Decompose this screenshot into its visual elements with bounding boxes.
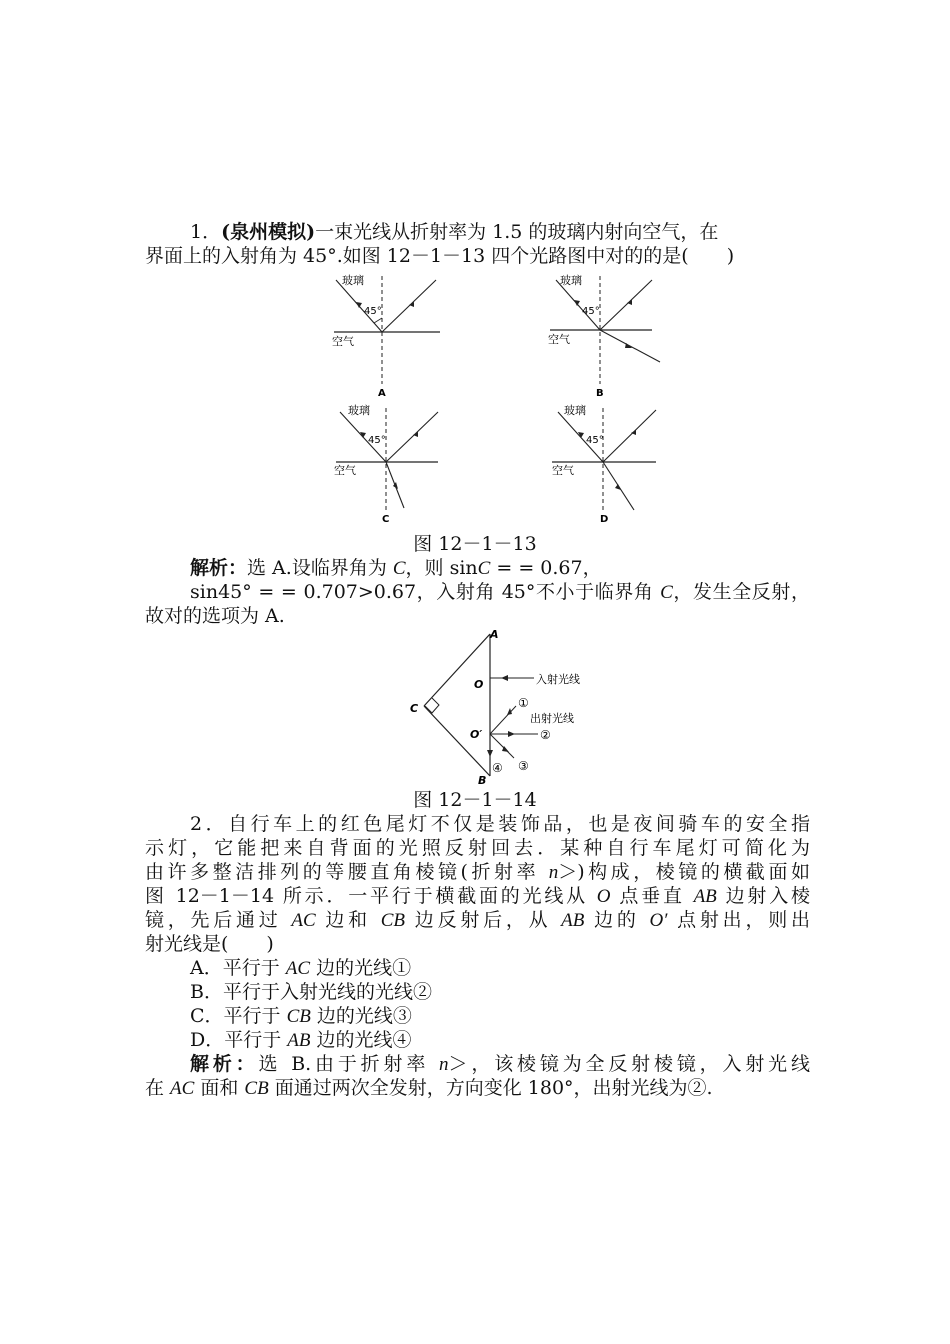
panel-b-glass: 玻璃 xyxy=(560,274,582,287)
fig14-ray-2: ② xyxy=(540,728,551,742)
fig14-emergent-label: 出射光线 xyxy=(530,712,574,725)
figure-12-1-13-caption: 图 12－1－13 xyxy=(413,533,537,555)
panel-b-label: B xyxy=(596,388,604,399)
q2-option-b: B．平行于入射光线的光线② xyxy=(190,981,432,1003)
q2-option-d: D．平行于 AB 边的光线④ xyxy=(190,1029,412,1051)
a1-line-1: 解析：选 A.设临界角为 C，则 sinC = = 0.67， xyxy=(190,557,602,579)
q2-line-5: 镜，先后通过 AC 边和 CB 边反射后，从 AB 边的 O′ 点射出，则出 xyxy=(145,909,810,931)
panel-b-air: 空气 xyxy=(548,333,570,346)
panel-c-angle: 45° xyxy=(368,435,386,446)
panel-a-angle: 45° xyxy=(364,306,382,317)
q2-line-6: 射光线是( ) xyxy=(145,933,274,955)
q1-line-2: 界面上的入射角为 45°.如图 12－1－13 四个光路图中对的的是( ) xyxy=(145,245,735,267)
panel-d-angle: 45° xyxy=(586,435,604,446)
panel-d-label: D xyxy=(600,514,609,525)
panel-c-glass: 玻璃 xyxy=(348,404,370,417)
panel-c-label: C xyxy=(382,514,390,525)
a1-line-2: sin45° = = 0.707>0.67，入射角 45°不小于临界角 C，发生全反射， xyxy=(190,581,810,603)
panel-a xyxy=(332,273,440,399)
fig14-label-o-prime: O′ xyxy=(470,728,483,741)
panel-d-air: 空气 xyxy=(552,464,574,477)
q2-line-2: 示灯，它能把来自背面的光照反射回去．某种自行车尾灯可简化为 xyxy=(145,837,810,859)
q2-line-1: 2．自行车上的红色尾灯不仅是装饰品，也是夜间骑车的安全指 xyxy=(190,813,810,835)
panel-b xyxy=(548,273,660,399)
panel-a-label: A xyxy=(378,388,386,399)
panel-a-air: 空气 xyxy=(332,335,354,348)
q2-option-a: A．平行于 AC 边的光线① xyxy=(190,957,412,979)
panel-d-glass: 玻璃 xyxy=(564,404,586,417)
fig14-incident-label: 入射光线 xyxy=(536,673,580,686)
fig14-label-o: O xyxy=(474,678,484,691)
figure-12-1-13 xyxy=(320,272,670,530)
fig14-ray-3: ③ xyxy=(518,759,529,773)
figure-12-1-14-caption: 图 12－1－14 xyxy=(413,789,537,811)
fig14-ray-1: ① xyxy=(518,696,529,710)
panel-b-angle: 45° xyxy=(582,306,600,317)
a1-line-3: 故对的选项为 A. xyxy=(145,605,285,627)
q2-line-4: 图 12－1－14 所示．一平行于横截面的光线从 O 点垂直 AB 边射入棱 xyxy=(145,885,810,907)
a2-line-2: 在 AC 面和 CB 面通过两次全发射，方向变化 180°，出射光线为②. xyxy=(145,1077,713,1099)
fig14-label-c: C xyxy=(410,702,419,715)
panel-c-air: 空气 xyxy=(334,464,356,477)
q2-option-c: C．平行于 CB 边的光线③ xyxy=(190,1005,412,1027)
fig14-label-a: A xyxy=(490,628,499,641)
figure-12-1-14 xyxy=(404,626,594,788)
panel-a-glass: 玻璃 xyxy=(342,274,364,287)
fig14-ray-4: ④ xyxy=(492,761,503,775)
fig14-label-b: B xyxy=(478,774,487,787)
q1-line-1: 1．(泉州模拟)一束光线从折射率为 1.5 的玻璃内射向空气，在 xyxy=(190,221,719,243)
panel-d xyxy=(552,403,656,525)
q2-line-3: 由许多整洁排列的等腰直角棱镜(折射率 n＞)构成，棱镜的横截面如 xyxy=(145,861,810,883)
panel-c xyxy=(334,403,438,525)
a2-line-1: 解析：选 B.由于折射率 n＞，该棱镜为全反射棱镜，入射光线 xyxy=(190,1053,810,1075)
